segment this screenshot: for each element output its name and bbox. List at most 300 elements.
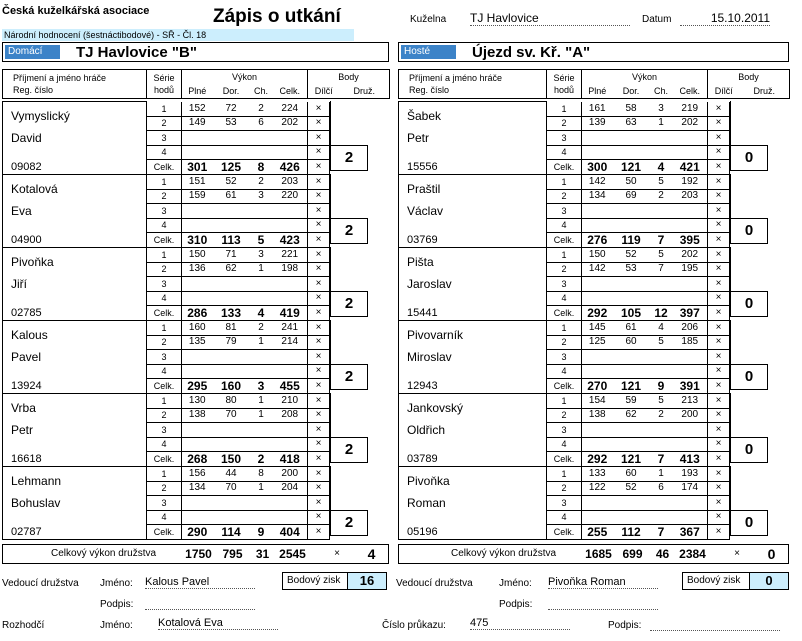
value-dor: 44 (213, 467, 250, 482)
player-firstname: Miroslav (407, 350, 452, 364)
dilci-mark: × (708, 481, 730, 496)
value-empty (182, 510, 213, 525)
value-empty (273, 437, 308, 452)
series-label: 1 (147, 394, 182, 409)
license-label: Číslo průkazu: (382, 620, 446, 631)
competition-rule: Národní hodnocení (šestnáctibodové) - SŘ - Čl. 18 (2, 29, 354, 41)
dilci-mark: × (708, 525, 730, 540)
value-empty (250, 350, 273, 365)
team-points: 2 (330, 510, 368, 536)
home-points-box (282, 572, 387, 590)
player-block (2, 320, 354, 394)
home-signature-line (145, 597, 255, 610)
lane-label: Kuželna (410, 14, 447, 25)
col-dor: Dor. (222, 86, 240, 96)
value-empty (613, 277, 650, 292)
player-reg: 09082 (3, 160, 147, 175)
value-plne: 270 (582, 379, 613, 394)
dilci-mark: × (708, 277, 730, 292)
value-celk: 224 (273, 102, 308, 117)
value-ch: 9 (250, 525, 273, 540)
away-signature-line (548, 597, 658, 610)
dilci-mark: × (708, 408, 730, 423)
dilci-mark: × (708, 189, 730, 204)
value-empty (650, 218, 673, 233)
value-ch: 1 (650, 116, 673, 131)
series-label: Celk. (147, 306, 182, 321)
col-plne: Plné (188, 86, 207, 96)
value-empty (182, 437, 213, 452)
value-dor: 81 (213, 321, 250, 336)
value-celk: 203 (673, 189, 708, 204)
value-empty (673, 423, 708, 438)
value-ch: 1 (250, 335, 273, 350)
series-label: 2 (147, 189, 182, 204)
series-label: Celk. (547, 452, 582, 467)
value-plne: 286 (182, 306, 213, 321)
value-celk: 206 (673, 321, 708, 336)
bodovy-value: 16 (347, 573, 386, 589)
series-label: Celk. (547, 379, 582, 394)
value-celk: 426 (273, 160, 308, 175)
player-surname: Lehmann (11, 474, 62, 488)
series-label: 3 (547, 350, 582, 365)
value-empty (673, 510, 708, 525)
value-empty (273, 277, 308, 292)
dilci-mark: × (308, 525, 330, 540)
player-block (398, 247, 754, 321)
dilci-mark: × (708, 218, 730, 233)
value-dor: 59 (613, 394, 650, 409)
value-ch: 5 (650, 335, 673, 350)
series-label: Celk. (547, 525, 582, 540)
value-ch: 3 (250, 248, 273, 263)
team-points: 2 (330, 291, 368, 317)
referee-signature-line (650, 618, 780, 631)
value-empty (673, 277, 708, 292)
value-empty (250, 204, 273, 219)
away-team-name: Újezd sv. Kř. "A" (472, 44, 591, 61)
series-label: 3 (547, 496, 582, 511)
value-empty (650, 364, 673, 379)
value-ch: 1 (650, 467, 673, 482)
value-empty (182, 218, 213, 233)
dilci-mark: × (308, 145, 330, 160)
dilci-mark: × (708, 335, 730, 350)
value-empty (613, 496, 650, 511)
value-dor: 52 (213, 175, 250, 190)
points-column-line (330, 320, 331, 364)
home-column-header (2, 69, 390, 99)
points-column-line (330, 466, 331, 510)
player-reg: 15556 (399, 160, 547, 175)
value-empty (273, 218, 308, 233)
value-celk: 210 (273, 394, 308, 409)
value-empty (650, 423, 673, 438)
team-points: 0 (730, 364, 768, 390)
series-label: 1 (547, 394, 582, 409)
home-signature-label: Podpis: (100, 599, 134, 610)
player-surname: Pišta (407, 255, 434, 269)
summary-x: × (734, 548, 740, 559)
home-tag: Domácí (5, 45, 60, 59)
points-column-line (330, 393, 331, 437)
player-surname: Pivovarník (407, 328, 464, 342)
date-label: Datum (642, 14, 672, 25)
value-celk: 193 (673, 467, 708, 482)
lane-value: TJ Havlovice (470, 11, 630, 26)
value-plne: 161 (582, 102, 613, 117)
summary-label: Celkový výkon družstva (451, 548, 557, 559)
player-firstname: Oldřich (407, 423, 446, 437)
series-label: 3 (147, 131, 182, 146)
value-plne: 292 (582, 306, 613, 321)
value-ch: 1 (250, 481, 273, 496)
value-dor: 121 (613, 452, 650, 467)
series-label: 1 (547, 467, 582, 482)
value-empty (650, 277, 673, 292)
col-dilci: Dílčí (314, 86, 333, 96)
value-celk: 213 (673, 394, 708, 409)
value-celk: 367 (673, 525, 708, 540)
series-label: 2 (147, 408, 182, 423)
series-label: 4 (547, 437, 582, 452)
player-surname: Šabek (407, 109, 442, 123)
player-reg: 13924 (3, 379, 147, 394)
value-celk: 221 (273, 248, 308, 263)
dilci-mark: × (708, 175, 730, 190)
value-empty (273, 291, 308, 306)
value-empty (182, 350, 213, 365)
series-label: 3 (147, 204, 182, 219)
value-empty (613, 145, 650, 160)
value-plne: 160 (182, 321, 213, 336)
player-reg: 16618 (3, 452, 147, 467)
series-label: 4 (547, 145, 582, 160)
value-plne: 136 (182, 262, 213, 277)
value-dor: 133 (213, 306, 250, 321)
value-dor: 160 (213, 379, 250, 394)
value-dor: 113 (213, 233, 250, 248)
series-label: Celk. (147, 379, 182, 394)
points-column-line (730, 101, 731, 145)
summary-points: 0 (767, 546, 776, 562)
value-plne: 151 (182, 175, 213, 190)
value-plne: 152 (182, 102, 213, 117)
player-block (398, 393, 754, 467)
value-empty (673, 145, 708, 160)
series-label: 3 (147, 277, 182, 292)
value-empty (250, 496, 273, 511)
value-ch: 2 (250, 102, 273, 117)
value-celk: 413 (673, 452, 708, 467)
value-ch: 8 (250, 467, 273, 482)
value-plne: 156 (182, 467, 213, 482)
value-empty (650, 131, 673, 146)
col-name: Příjmení a jméno hráče (409, 73, 503, 83)
value-empty (273, 204, 308, 219)
value-ch: 2 (650, 408, 673, 423)
value-empty (250, 437, 273, 452)
player-reg: 15441 (399, 306, 547, 321)
player-surname: Kalous (11, 328, 48, 342)
value-empty (250, 131, 273, 146)
value-empty (213, 218, 250, 233)
dilci-mark: × (308, 335, 330, 350)
value-dor: 105 (613, 306, 650, 321)
dilci-mark: × (308, 116, 330, 131)
value-empty (582, 350, 613, 365)
dilci-mark: × (308, 204, 330, 219)
col-hodu: hodů (553, 85, 575, 95)
value-plne: 301 (182, 160, 213, 175)
dilci-mark: × (708, 233, 730, 248)
value-empty (250, 277, 273, 292)
dilci-mark: × (308, 481, 330, 496)
col-dilci: Dílčí (714, 86, 733, 96)
dilci-mark: × (308, 437, 330, 452)
points-column-line (730, 466, 731, 510)
points-column-line (730, 393, 731, 437)
value-dor: 69 (613, 189, 650, 204)
value-plne: 150 (582, 248, 613, 263)
col-celk: Celk. (273, 84, 308, 99)
dilci-mark: × (708, 116, 730, 131)
referee-name-label: Jméno: (100, 620, 133, 631)
series-label: Celk. (547, 160, 582, 175)
dilci-mark: × (308, 233, 330, 248)
value-plne: 142 (582, 175, 613, 190)
dilci-mark: × (708, 379, 730, 394)
value-plne: 150 (182, 248, 213, 263)
dilci-mark: × (308, 175, 330, 190)
value-empty (673, 204, 708, 219)
series-label: 1 (147, 248, 182, 263)
points-column-line (730, 174, 731, 218)
player-reg: 12943 (399, 379, 547, 394)
dilci-mark: × (308, 291, 330, 306)
series-label: 4 (147, 145, 182, 160)
player-block (2, 466, 354, 540)
series-label: 3 (147, 350, 182, 365)
col-body: Body (738, 72, 759, 82)
col-druz: Druž. (753, 86, 776, 96)
date-value: 15.10.2011 (680, 11, 770, 26)
value-celk: 421 (673, 160, 708, 175)
dilci-mark: × (708, 321, 730, 336)
series-label: 2 (147, 262, 182, 277)
value-celk: 203 (273, 175, 308, 190)
document-title: Zápis o utkání (213, 6, 341, 27)
player-reg: 02785 (3, 306, 147, 321)
player-firstname: David (11, 131, 42, 145)
value-ch: 6 (250, 116, 273, 131)
series-label: 3 (147, 423, 182, 438)
dilci-mark: × (308, 102, 330, 117)
value-ch: 8 (250, 160, 273, 175)
points-column-line (330, 101, 331, 145)
series-label: Celk. (547, 306, 582, 321)
series-label: 3 (547, 131, 582, 146)
col-serie: Série (153, 73, 175, 83)
team-points: 2 (330, 364, 368, 390)
value-empty (582, 204, 613, 219)
value-ch: 2 (250, 452, 273, 467)
dilci-mark: × (708, 306, 730, 321)
value-ch: 5 (650, 394, 673, 409)
summary-ch: 31 (255, 547, 270, 561)
series-label: 4 (547, 510, 582, 525)
team-points: 0 (730, 291, 768, 317)
dilci-mark: × (308, 510, 330, 525)
away-signature-label: Podpis: (499, 599, 533, 610)
value-dor: 58 (613, 102, 650, 117)
value-empty (582, 218, 613, 233)
player-firstname: Roman (407, 496, 446, 510)
away-tag: Hosté (401, 45, 456, 59)
series-label: 1 (547, 175, 582, 190)
series-label: 2 (547, 481, 582, 496)
value-celk: 204 (273, 481, 308, 496)
series-label: 4 (547, 218, 582, 233)
value-empty (213, 510, 250, 525)
series-label: 4 (147, 364, 182, 379)
dilci-mark: × (308, 262, 330, 277)
series-label: 3 (547, 204, 582, 219)
dilci-mark: × (308, 189, 330, 204)
points-column-line (330, 174, 331, 218)
series-label: 4 (547, 364, 582, 379)
value-empty (182, 364, 213, 379)
player-reg: 03789 (399, 452, 547, 467)
dilci-mark: × (708, 452, 730, 467)
bodovy-value: 0 (749, 573, 788, 589)
value-empty (582, 496, 613, 511)
value-celk: 241 (273, 321, 308, 336)
value-celk: 214 (273, 335, 308, 350)
value-plne: 268 (182, 452, 213, 467)
value-celk: 202 (273, 116, 308, 131)
col-reg: Reg. číslo (409, 85, 450, 95)
value-plne: 149 (182, 116, 213, 131)
value-dor: 71 (213, 248, 250, 263)
home-team-name: TJ Havlovice "B" (76, 44, 197, 61)
value-empty (582, 437, 613, 452)
series-label: 1 (547, 321, 582, 336)
home-team-bar (2, 42, 389, 62)
value-dor: 61 (213, 189, 250, 204)
value-plne: 138 (182, 408, 213, 423)
col-celk: Celk. (673, 84, 708, 99)
dilci-mark: × (708, 248, 730, 263)
value-plne: 154 (582, 394, 613, 409)
team-points: 2 (330, 218, 368, 244)
dilci-mark: × (308, 306, 330, 321)
player-firstname: Pavel (11, 350, 42, 364)
team-points: 0 (730, 218, 768, 244)
value-empty (650, 204, 673, 219)
value-empty (673, 291, 708, 306)
association-name: Česká kuželkářská asociace (2, 5, 150, 17)
points-column-line (730, 320, 731, 364)
away-leader-label: Vedoucí družstva (396, 578, 473, 589)
value-empty (213, 204, 250, 219)
away-column-header (398, 69, 790, 99)
value-empty (650, 350, 673, 365)
value-empty (582, 423, 613, 438)
value-empty (673, 437, 708, 452)
value-plne: 292 (582, 452, 613, 467)
series-label: 2 (547, 408, 582, 423)
value-ch: 7 (650, 262, 673, 277)
value-ch: 2 (250, 321, 273, 336)
license-value: 475 (470, 617, 570, 630)
dilci-mark: × (708, 102, 730, 117)
value-ch: 1 (250, 408, 273, 423)
value-dor: 121 (613, 379, 650, 394)
value-dor: 114 (213, 525, 250, 540)
value-empty (213, 364, 250, 379)
player-firstname: Bohuslav (11, 496, 61, 510)
player-block (398, 320, 754, 394)
value-plne: 125 (582, 335, 613, 350)
value-plne: 138 (582, 408, 613, 423)
value-empty (613, 437, 650, 452)
value-empty (213, 277, 250, 292)
referee-label: Rozhodčí (2, 620, 45, 631)
dilci-mark: × (708, 160, 730, 175)
away-points-box (682, 572, 789, 590)
dilci-mark: × (708, 262, 730, 277)
away-leader-name: Pivoňka Roman (548, 576, 658, 589)
value-empty (613, 291, 650, 306)
bodovy-label: Bodový zisk (687, 575, 741, 586)
series-label: 2 (547, 335, 582, 350)
value-plne: 134 (182, 481, 213, 496)
value-ch: 2 (650, 189, 673, 204)
series-label: 2 (547, 262, 582, 277)
player-surname: Vymyslický (11, 109, 70, 123)
player-block (2, 174, 354, 248)
value-empty (213, 350, 250, 365)
points-column-line (330, 247, 331, 291)
player-surname: Jankovský (407, 401, 464, 415)
series-label: 2 (547, 116, 582, 131)
away-leader-name-label: Jméno: (499, 578, 532, 589)
player-block (2, 393, 354, 467)
series-label: Celk. (147, 160, 182, 175)
summary-x: × (334, 548, 340, 559)
value-empty (273, 423, 308, 438)
dilci-mark: × (708, 467, 730, 482)
player-surname: Vrba (11, 401, 36, 415)
col-reg: Reg. číslo (13, 85, 54, 95)
value-empty (213, 437, 250, 452)
value-dor: 60 (613, 335, 650, 350)
col-hodu: hodů (153, 85, 175, 95)
dilci-mark: × (308, 277, 330, 292)
summary-celk: 2545 (279, 547, 306, 561)
series-label: 1 (547, 102, 582, 117)
player-firstname: Jaroslav (407, 277, 452, 291)
value-dor: 112 (613, 525, 650, 540)
value-dor: 62 (213, 262, 250, 277)
value-celk: 174 (673, 481, 708, 496)
summary-label: Celkový výkon družstva (51, 548, 157, 559)
value-celk: 397 (673, 306, 708, 321)
dilci-mark: × (708, 394, 730, 409)
value-empty (213, 291, 250, 306)
